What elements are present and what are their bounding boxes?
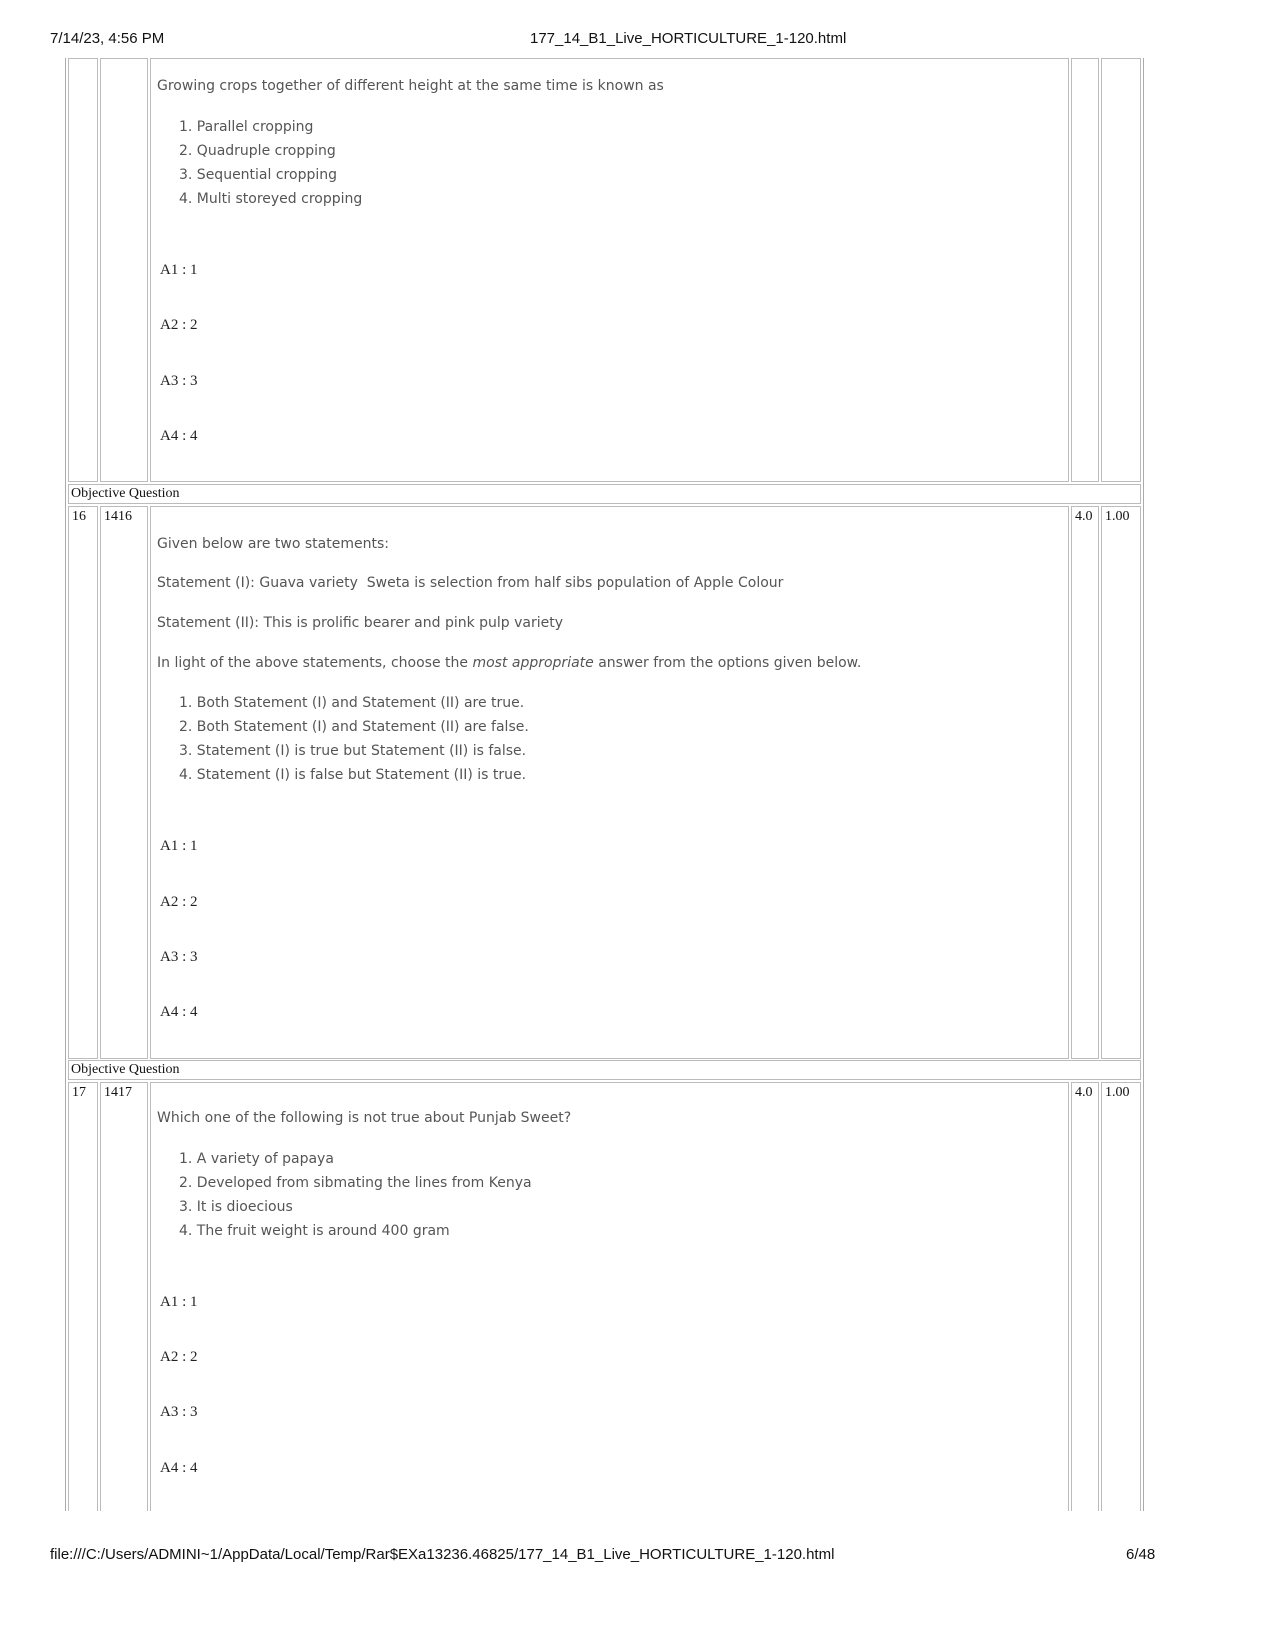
marks-cell xyxy=(1071,58,1099,482)
qid-cell: 1416 xyxy=(100,506,148,1059)
marks-cell: 4.0 xyxy=(1071,506,1099,1059)
option: 3. It is dioecious xyxy=(179,1199,293,1215)
option: 2. Developed from sibmating the lines from Kenya xyxy=(179,1175,532,1191)
answer-4: A4 : 4 xyxy=(160,428,198,444)
sno-cell: 17 xyxy=(68,1082,98,1522)
sno-cell xyxy=(68,58,98,482)
question-type: Objective Question xyxy=(68,484,1141,504)
question-line: Statement (II): This is prolific bearer and pink pulp variety xyxy=(157,615,564,631)
answer-4: A4 : 4 xyxy=(160,1004,198,1020)
option: 2. Quadruple cropping xyxy=(179,143,336,159)
negative-marks-cell: 1.00 xyxy=(1101,506,1141,1059)
answer-3: A3 : 3 xyxy=(160,373,198,389)
option: 1. A variety of papaya xyxy=(179,1151,334,1167)
option: 1. Both Statement (I) and Statement (II) are true. xyxy=(179,695,525,711)
option: 4. The fruit weight is around 400 gram xyxy=(179,1223,450,1239)
instr-text: answer from the options given below. xyxy=(593,655,862,671)
qid-cell: 1417 xyxy=(100,1082,148,1522)
options-list xyxy=(179,115,362,211)
instr-text: In light of the above statements, choose the xyxy=(157,655,473,671)
answer-2: A2 : 2 xyxy=(160,894,198,910)
options-list xyxy=(179,1147,532,1243)
answer-1: A1 : 1 xyxy=(160,838,198,854)
answer-3: A3 : 3 xyxy=(160,949,198,965)
sno-cell: 16 xyxy=(68,506,98,1059)
option: 4. Statement (I) is false but Statement (II) is true. xyxy=(179,767,527,783)
print-datetime: 7/14/23, 4:56 PM xyxy=(50,30,165,47)
question-cell xyxy=(150,506,1069,1059)
print-file-path: file:///C:/Users/ADMINI~1/AppData/Local/Temp/Rar$EXa13236.46825/177_14_B1_Live_HORTICULTURE_1-120.html xyxy=(50,1546,835,1563)
answer-4: A4 : 4 xyxy=(160,1460,198,1476)
marks-cell: 4.0 xyxy=(1071,1082,1099,1522)
page-number: 6/48 xyxy=(1126,1546,1156,1563)
question-cell xyxy=(150,58,1069,482)
question-text: Which one of the following is not true about Punjab Sweet? xyxy=(157,1110,572,1126)
negative-marks-cell xyxy=(1101,58,1141,482)
options-list xyxy=(179,691,529,787)
question-instruction xyxy=(157,655,861,671)
answer-1: A1 : 1 xyxy=(160,262,198,278)
question-type: Objective Question xyxy=(68,1060,1141,1080)
option: 4. Multi storeyed cropping xyxy=(179,191,363,207)
question-line: Given below are two statements: xyxy=(157,536,389,552)
instr-emphasis: most appropriate xyxy=(472,655,594,671)
question-line: Statement (I): Guava variety Sweta is selection from half sibs population of Apple Colour xyxy=(157,575,784,591)
answer-1: A1 : 1 xyxy=(160,1294,198,1310)
option: 3. Sequential cropping xyxy=(179,167,337,183)
answer-2: A2 : 2 xyxy=(160,1349,198,1365)
question-cell xyxy=(150,1082,1069,1522)
answer-2: A2 : 2 xyxy=(160,317,198,333)
answer-3: A3 : 3 xyxy=(160,1404,198,1420)
print-title: 177_14_B1_Live_HORTICULTURE_1-120.html xyxy=(530,30,847,47)
option: 3. Statement (I) is true but Statement (II) is false. xyxy=(179,743,527,759)
negative-marks-cell: 1.00 xyxy=(1101,1082,1141,1522)
option: 2. Both Statement (I) and Statement (II) are false. xyxy=(179,719,529,735)
qid-cell xyxy=(100,58,148,482)
option: 1. Parallel cropping xyxy=(179,119,314,135)
question-text: Growing crops together of different height at the same time is known as xyxy=(157,78,664,94)
